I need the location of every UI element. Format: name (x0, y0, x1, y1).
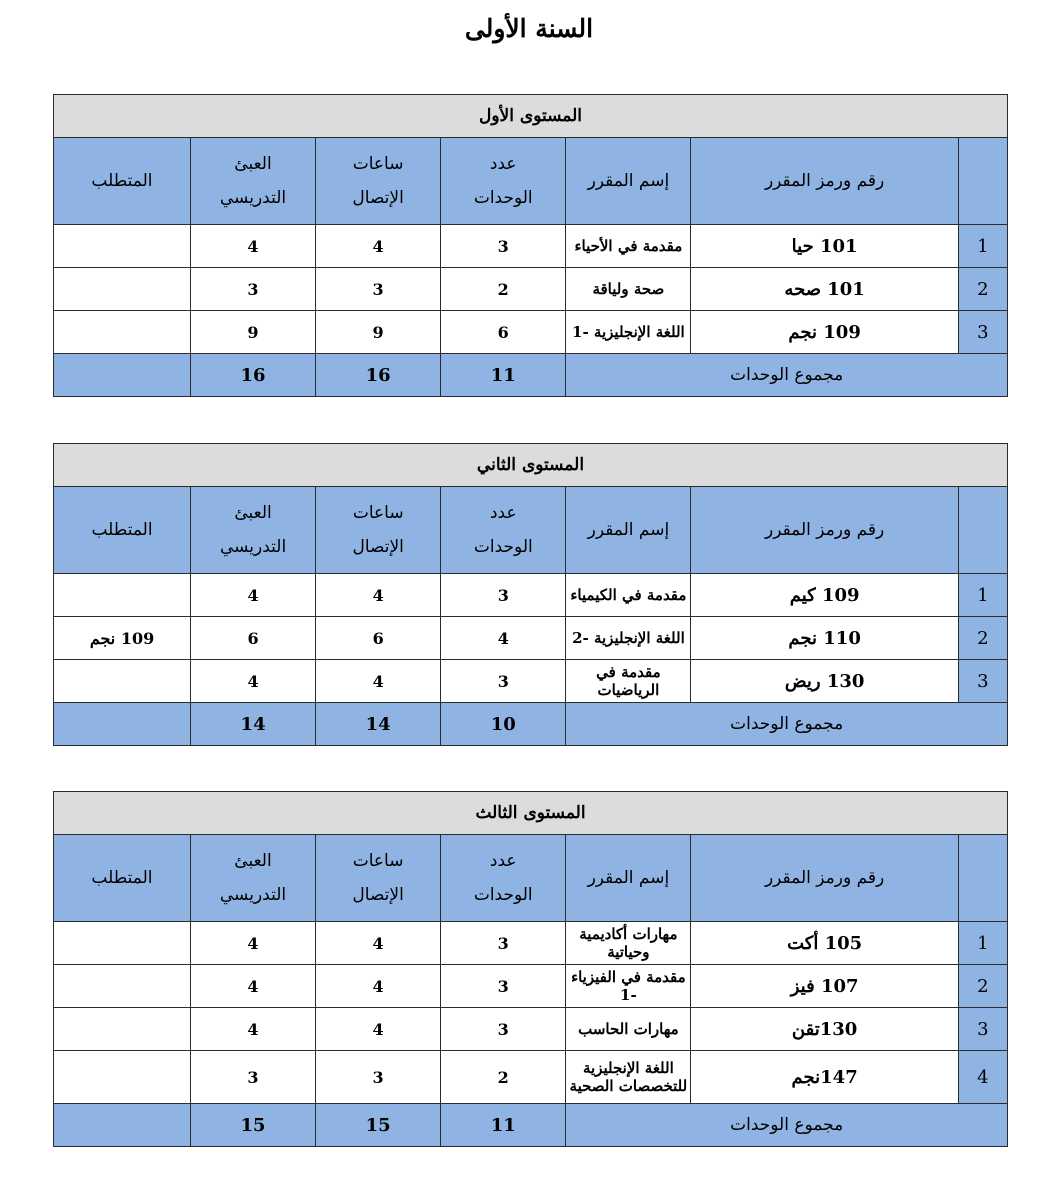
header-course-name (566, 835, 691, 922)
row-number: 2 (958, 268, 1007, 311)
course-contact-hours: 6 (316, 617, 441, 660)
course-code: 101 صحه (691, 268, 958, 311)
course-prerequisite (54, 1008, 191, 1051)
total-teaching-load: 16 (190, 354, 315, 397)
course-name: اللغة الإنجليزية للتخصصات الصحية (566, 1051, 691, 1104)
course-contact-hours: 4 (316, 660, 441, 703)
total-label: مجموع الوحدات (566, 703, 1008, 746)
header-prerequisite-line: المتطلب (91, 520, 153, 540)
level-title: المستوى الأول (54, 95, 1008, 138)
course-prerequisite (54, 1051, 191, 1104)
course-contact-hours: 4 (316, 1008, 441, 1051)
course-code: 107 فيز (691, 965, 958, 1008)
header-contact-hours-line: ساعات (352, 851, 404, 871)
header-course-code (691, 835, 958, 922)
table-row (54, 574, 1008, 617)
course-prerequisite (54, 660, 191, 703)
course-name: مقدمة في الكيمياء (566, 574, 691, 617)
total-teaching-load: 14 (191, 703, 316, 746)
row-number: 3 (958, 311, 1007, 354)
header-course-code-line: رقم ورمز المقرر (764, 171, 885, 191)
course-code: 130تقن (691, 1008, 958, 1051)
header-course-name (566, 138, 691, 225)
header-teaching-load (190, 138, 315, 225)
row-number: 4 (958, 1051, 1007, 1104)
row-number: 2 (958, 965, 1007, 1008)
header-units-line: عدد (489, 154, 517, 174)
total-units: 10 (441, 703, 566, 746)
header-contact-hours (316, 138, 441, 225)
course-name: اللغة الإنجليزية -1 (566, 311, 691, 354)
header-course-code-line: رقم ورمز المقرر (764, 520, 885, 540)
course-teaching-load: 9 (190, 311, 315, 354)
header-units-line: عدد (489, 503, 517, 523)
header-course-name-line: إسم المقرر (587, 868, 670, 888)
course-teaching-load: 6 (191, 617, 316, 660)
header-course-code-line: رقم ورمز المقرر (764, 868, 885, 888)
header-units-line: الوحدات (473, 537, 533, 557)
course-contact-hours: 4 (316, 965, 441, 1008)
header-num (958, 835, 1007, 922)
header-teaching-load-line: التدريسي (219, 537, 287, 557)
course-name: اللغة الإنجليزية -2 (566, 617, 691, 660)
table-row (54, 311, 1008, 354)
course-units: 2 (441, 268, 566, 311)
total-label: مجموع الوحدات (566, 354, 1008, 397)
header-contact-hours (316, 835, 441, 922)
course-name: مهارات أكاديمية وحياتية (566, 922, 691, 965)
course-contact-hours: 3 (316, 1051, 441, 1104)
header-course-code (691, 487, 958, 574)
header-contact-hours-line: الإتصال (352, 885, 404, 905)
course-units: 2 (441, 1051, 566, 1104)
total-teaching-load: 15 (190, 1104, 315, 1147)
course-name: صحة ولياقة (566, 268, 691, 311)
level-title: المستوى الثاني (54, 444, 1008, 487)
total-prerequisite-empty (54, 703, 191, 746)
course-teaching-load: 4 (191, 574, 316, 617)
header-contact-hours-line: الإتصال (352, 537, 404, 557)
level-table (53, 443, 1008, 746)
course-units: 3 (441, 1008, 566, 1051)
header-units (441, 487, 566, 574)
table-row (54, 617, 1008, 660)
table-row (54, 225, 1008, 268)
total-units: 11 (441, 1104, 566, 1147)
header-prerequisite-line: المتطلب (91, 868, 153, 888)
course-code: 105 أكت (691, 922, 958, 965)
course-prerequisite (54, 225, 191, 268)
table-row (54, 922, 1008, 965)
page-title: السنة الأولى (464, 14, 594, 43)
course-units: 3 (441, 965, 566, 1008)
header-course-name (566, 487, 691, 574)
course-code: 109 نجم (691, 311, 958, 354)
header-prerequisite (54, 487, 191, 574)
table-row (54, 660, 1008, 703)
course-contact-hours: 4 (316, 225, 441, 268)
row-number: 2 (958, 617, 1007, 660)
course-prerequisite (54, 311, 191, 354)
course-units: 3 (441, 225, 566, 268)
row-number: 1 (958, 225, 1007, 268)
course-name: مقدمة في الأحياء (566, 225, 691, 268)
level-table (53, 94, 1008, 397)
course-teaching-load: 4 (190, 225, 315, 268)
course-units: 4 (441, 617, 566, 660)
course-prerequisite (54, 574, 191, 617)
course-prerequisite: 109 نجم (54, 617, 191, 660)
course-units: 3 (441, 922, 566, 965)
row-number: 3 (958, 1008, 1007, 1051)
course-prerequisite (54, 268, 191, 311)
header-teaching-load-line: العبئ (234, 503, 272, 523)
course-contact-hours: 4 (316, 574, 441, 617)
course-teaching-load: 4 (190, 922, 315, 965)
level-table (53, 791, 1008, 1147)
total-contact-hours: 15 (316, 1104, 441, 1147)
header-teaching-load-line: التدريسي (219, 188, 287, 208)
level-title: المستوى الثالث (54, 792, 1008, 835)
row-number: 1 (958, 922, 1007, 965)
course-contact-hours: 9 (316, 311, 441, 354)
header-units-line: الوحدات (473, 188, 533, 208)
total-units: 11 (441, 354, 566, 397)
course-name: مقدمة في الفيزياء -1 (566, 965, 691, 1008)
course-name: مهارات الحاسب (566, 1008, 691, 1051)
course-name: مقدمة في الرياضيات (566, 660, 691, 703)
header-contact-hours-line: ساعات (352, 503, 404, 523)
header-units-line: عدد (489, 851, 517, 871)
header-units (441, 138, 566, 225)
course-teaching-load: 3 (190, 268, 315, 311)
header-num (958, 487, 1007, 574)
header-units (441, 835, 566, 922)
total-prerequisite-empty (54, 354, 191, 397)
course-prerequisite (54, 965, 191, 1008)
table-row (54, 1051, 1008, 1104)
header-course-name-line: إسم المقرر (587, 171, 670, 191)
course-code: 147نجم (691, 1051, 958, 1104)
header-course-code (691, 138, 958, 225)
course-contact-hours: 4 (316, 922, 441, 965)
table-row (54, 965, 1008, 1008)
table-row (54, 1008, 1008, 1051)
total-contact-hours: 14 (316, 703, 441, 746)
course-teaching-load: 3 (190, 1051, 315, 1104)
header-prerequisite-line: المتطلب (91, 171, 153, 191)
course-code: 110 نجم (691, 617, 958, 660)
total-prerequisite-empty (54, 1104, 191, 1147)
course-teaching-load: 4 (190, 965, 315, 1008)
course-units: 3 (441, 574, 566, 617)
total-label: مجموع الوحدات (566, 1104, 1008, 1147)
header-prerequisite (54, 138, 191, 225)
course-code: 101 حيا (691, 225, 958, 268)
row-number: 3 (958, 660, 1007, 703)
header-teaching-load-line: العبئ (234, 154, 272, 174)
header-units-line: الوحدات (473, 885, 533, 905)
course-code: 109 كيم (691, 574, 958, 617)
header-num (958, 138, 1007, 225)
course-units: 3 (441, 660, 566, 703)
header-teaching-load-line: التدريسي (219, 885, 287, 905)
header-teaching-load-line: العبئ (234, 851, 272, 871)
header-contact-hours-line: ساعات (352, 154, 404, 174)
course-teaching-load: 4 (191, 660, 316, 703)
row-number: 1 (958, 574, 1007, 617)
header-teaching-load (191, 487, 316, 574)
course-units: 6 (441, 311, 566, 354)
header-contact-hours (316, 487, 441, 574)
header-prerequisite (54, 835, 191, 922)
course-teaching-load: 4 (190, 1008, 315, 1051)
header-teaching-load (190, 835, 315, 922)
course-code: 130 ريض (691, 660, 958, 703)
course-contact-hours: 3 (316, 268, 441, 311)
table-row (54, 268, 1008, 311)
course-prerequisite (54, 922, 191, 965)
total-contact-hours: 16 (316, 354, 441, 397)
header-contact-hours-line: الإتصال (352, 188, 404, 208)
header-course-name-line: إسم المقرر (587, 520, 670, 540)
